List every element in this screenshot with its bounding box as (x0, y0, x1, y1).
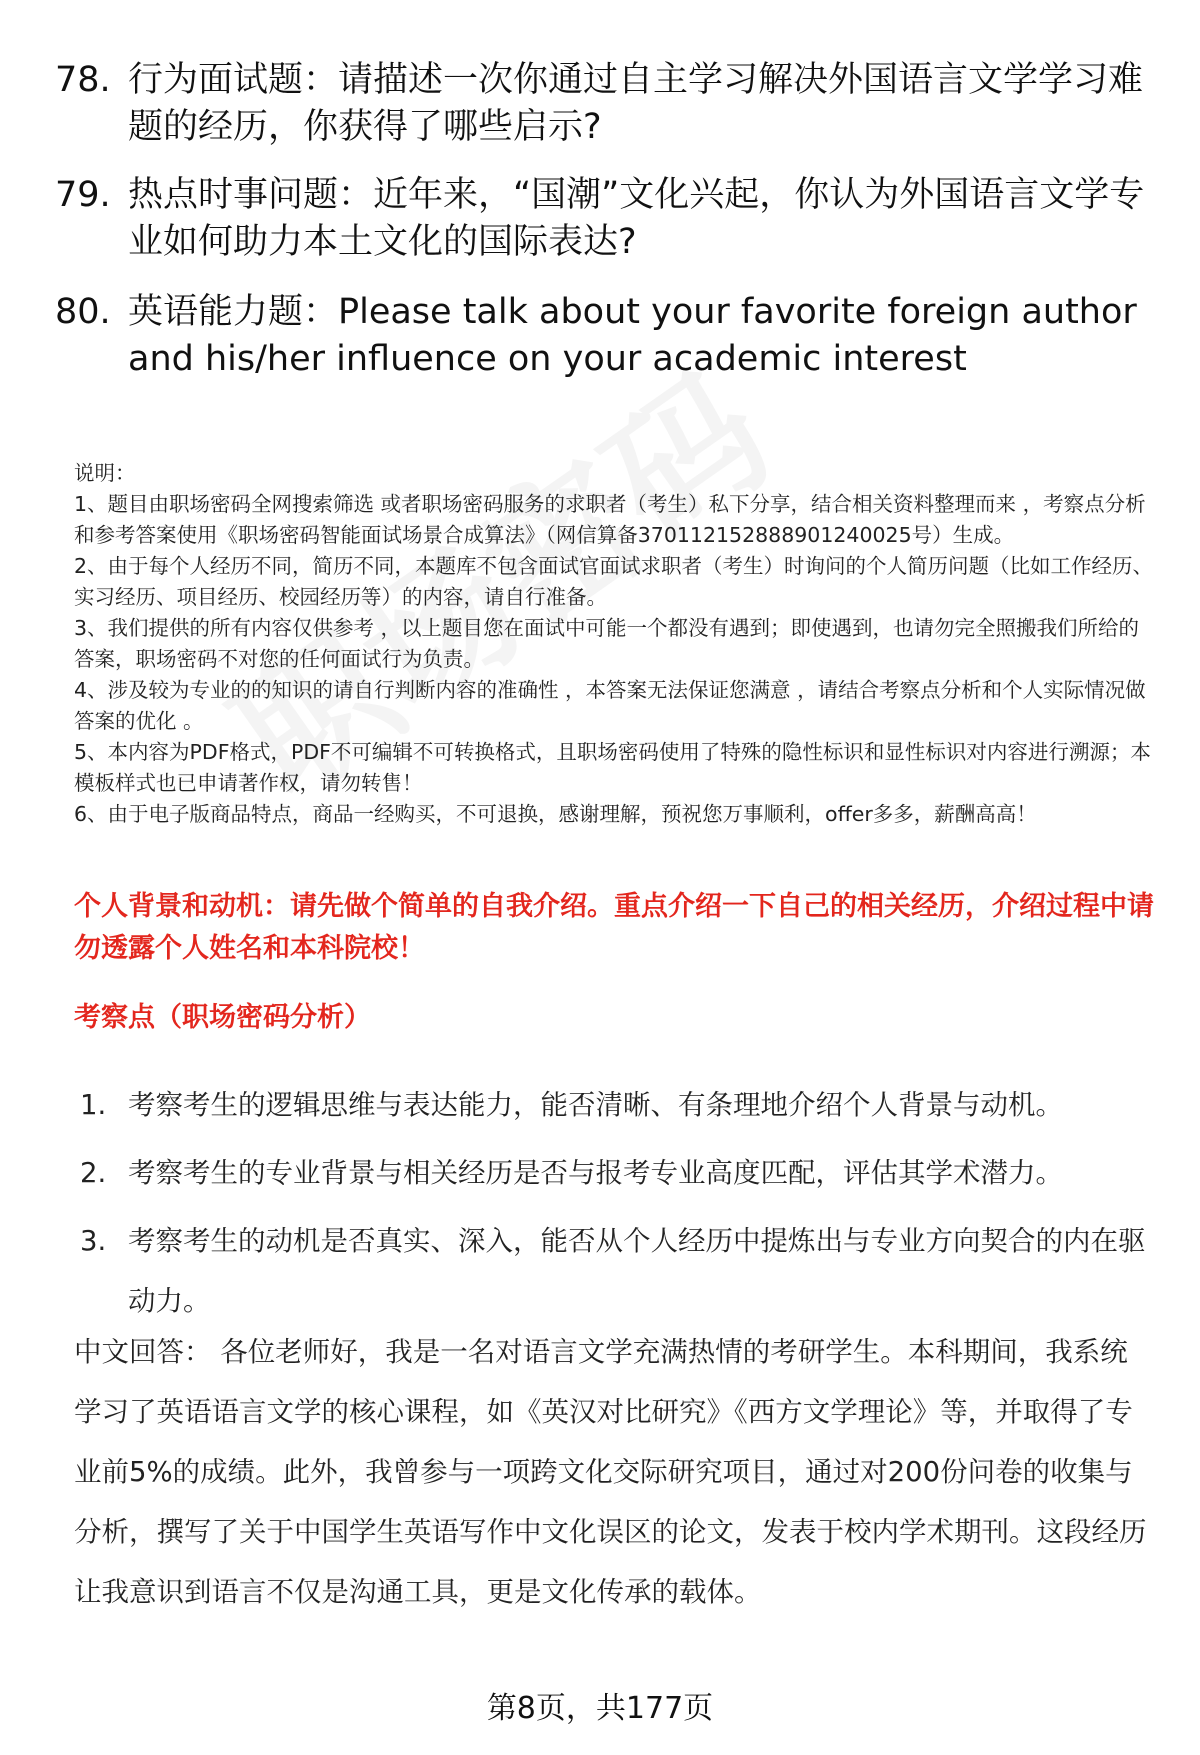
points-list (80, 1075, 1150, 1339)
note-item: 4、涉及较为专业的的知识的请自行判断内容的准确性 ，本答案无法保证您满意 ，请结合考察点分析和个人实际情况做答案的优化 。 (74, 678, 1146, 733)
question-78 (55, 57, 1145, 151)
point-text: 考察考生的动机是否真实、深入，能否从个人经历中提炼出与专业方向契合的内在驱动力。 (128, 1225, 1146, 1317)
question-text: 英语能力题：Please talk about your favorite foreign author and his/her influence on your academic interest (128, 292, 1137, 379)
point-text: 考察考生的专业背景与相关经历是否与报考专业高度匹配，评估其学术潜力。 (128, 1157, 1063, 1189)
page-footer: 第8页，共177页 (486, 1691, 714, 1726)
notes-title: 说明： (74, 461, 136, 485)
point-text: 考察考生的逻辑思维与表达能力，能否清晰、有条理地介绍个人背景与动机。 (128, 1089, 1063, 1121)
answer-text: 各位老师好，我是一名对语言文学充满热情的考研学生。本科期间，我系统学习了英语语言文学的核心课程，如《英汉对比研究》《西方文学理论》等，并取得了专业前5%的成绩。此外，我曾参与一项跨文化交际研究项目，通过对200份问卷的收集与分析，撰写了关于中国学生英语写作中文化误区的论文，发表于校内学术期刊。这段经历让我意识到语言不仅是沟通工具，更是文化传承的载体。 (74, 1336, 1147, 1608)
list-item (80, 1211, 1150, 1331)
answer-label: 中文回答： (74, 1336, 212, 1368)
question-heading: 个人背景和动机：请先做个简单的自我介绍。重点介绍一下自己的相关经历，介绍过程中请勿透露个人姓名和本科院校！ (74, 891, 1154, 964)
question-80 (55, 289, 1145, 383)
point-number: 3. (80, 1225, 107, 1257)
list-item (80, 1143, 1150, 1203)
note-item: 1、题目由职场密码全网搜索筛选 或者职场密码服务的求职者（考生）私下分享，结合相关资料整理而来 ，考察点分析和参考答案使用《职场密码智能面试场景合成算法》（网信算备370112152888901240025号）生成。 (74, 492, 1146, 547)
note-item: 6、由于电子版商品特点，商品一经购买，不可退换，感谢理解，预祝您万事顺利，offer多多，薪酬高高！ (74, 802, 1037, 826)
question-text: 行为面试题：请描述一次你通过自主学习解决外国语言文学学习难题的经历，你获得了哪些启示? (128, 60, 1144, 147)
note-item: 2、由于每个人经历不同，简历不同，本题库不包含面试官面试求职者（考生）时询问的个人简历问题（比如工作经历、实习经历、项目经历、校园经历等）的内容，请自行准备。 (74, 554, 1154, 609)
points-heading: 考察点（职场密码分析） (74, 1002, 371, 1033)
notes-section (74, 458, 1154, 830)
question-number: 78. (55, 60, 111, 100)
question-number: 79. (55, 175, 111, 215)
question-number: 80. (55, 292, 111, 332)
note-item: 5、本内容为PDF格式，PDF不可编辑不可转换格式，且职场密码使用了特殊的隐性标识和显性标识对内容进行溯源；本模板样式也已申请著作权，请勿转售！ (74, 740, 1151, 795)
question-79 (55, 172, 1145, 266)
point-number: 2. (80, 1157, 107, 1189)
note-item: 3、我们提供的所有内容仅供参考 ，以上题目您在面试中可能一个都没有遇到；即使遇到，也请勿完全照搬我们所给的答案，职场密码不对您的任何面试行为负责。 (74, 616, 1140, 671)
point-number: 1. (80, 1089, 107, 1121)
question-text: 热点时事问题：近年来，“国潮”文化兴起，你认为外国语言文学专业如何助力本土文化的国际表达? (128, 175, 1145, 262)
answer-paragraph (74, 1322, 1154, 1622)
list-item (80, 1075, 1150, 1135)
